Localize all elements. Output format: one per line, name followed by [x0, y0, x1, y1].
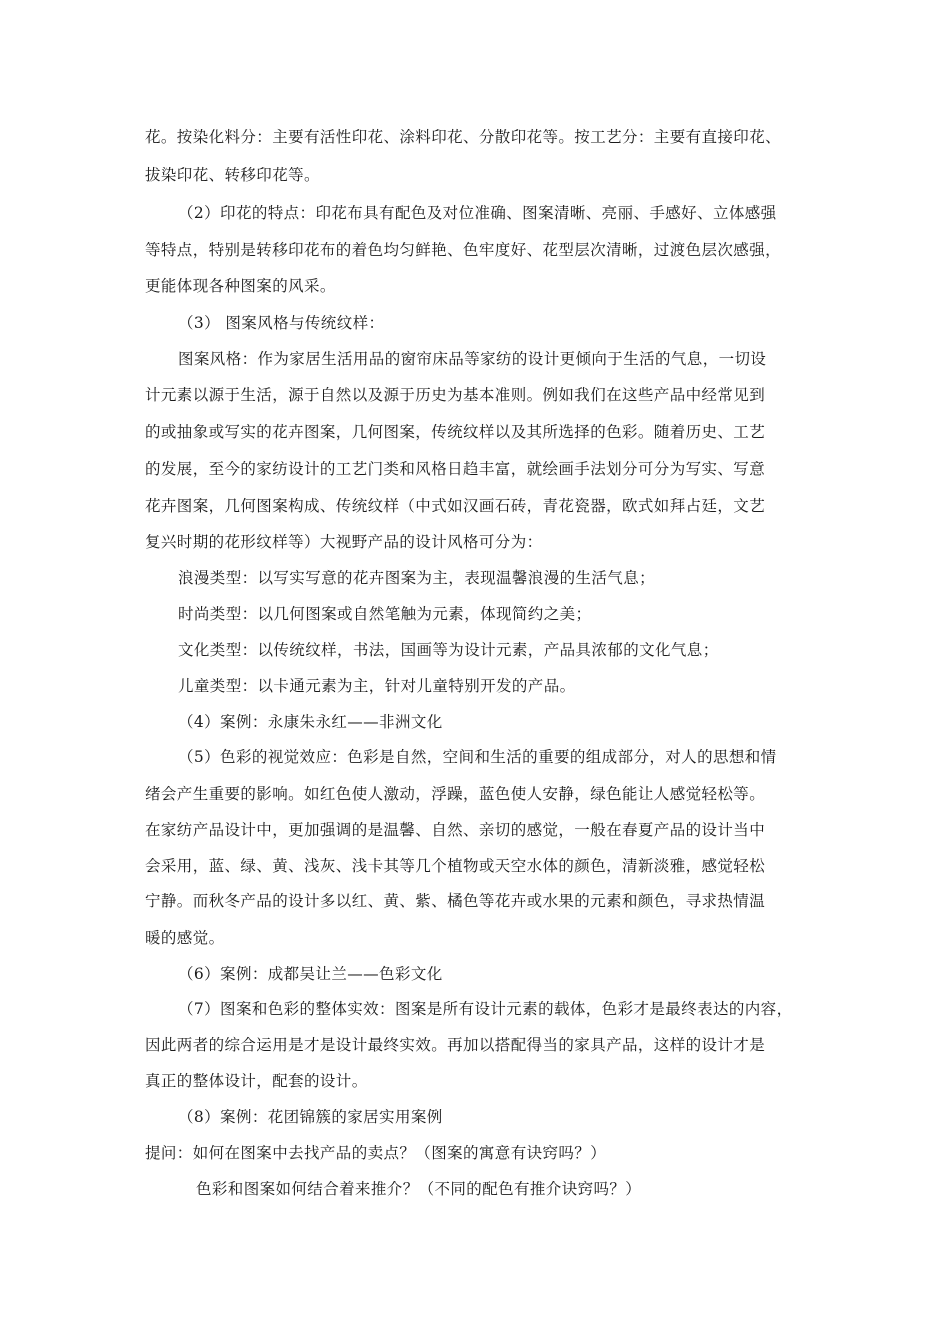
text-line: 的或抽象或写实的花卉图案，几何图案，传统纹样以及其所选择的色彩。随着历史、工艺 [145, 423, 766, 441]
list-item: 时尚类型：以几何图案或自然笔触为元素，体现简约之美； [178, 605, 592, 623]
text-line: （2）印花的特点：印花布具有配色及对位准确、图案清晰、亮丽、手感好、立体感强 [178, 204, 777, 222]
list-item: 儿童类型：以卡通元素为主，针对儿童特别开发的产品。 [178, 677, 576, 695]
text-line: （7）图案和色彩的整体实效：图案是所有设计元素的载体，色彩才是最终表达的内容， [178, 1000, 793, 1018]
text-line: 等特点，特别是转移印花布的着色均匀鲜艳、色牢度好、花型层次清晰，过渡色层次感强， [145, 241, 782, 259]
text-line: 暖的感觉。 [145, 929, 225, 947]
question-line: 提问：如何在图案中去找产品的卖点？（图案的寓意有诀窍吗？） [145, 1144, 607, 1162]
text-line: 拔染印花、转移印花等。 [145, 166, 320, 184]
text-line: 在家纺产品设计中，更加强调的是温馨、自然、亲切的感觉，一般在春夏产品的设计当中 [145, 821, 766, 839]
text-line: （5）色彩的视觉效应：色彩是自然，空间和生活的重要的组成部分，对人的思想和情 [178, 748, 777, 766]
text-line: 会采用，蓝、绿、黄、浅灰、浅卡其等几个植物或天空水体的颜色，清新淡雅，感觉轻松 [145, 857, 766, 875]
section-heading: （6）案例：成都吴让兰——色彩文化 [178, 965, 443, 983]
text-line: 复兴时期的花形纹样等）大视野产品的设计风格可分为： [145, 533, 543, 551]
text-line: 花。按染化料分：主要有活性印花、涂料印花、分散印花等。按工艺分：主要有直接印花、 [145, 128, 782, 146]
text-line: 因此两者的综合运用是才是设计最终实效。再加以搭配得当的家具产品，这样的设计才是 [145, 1036, 766, 1054]
text-line: 计元素以源于生活，源于自然以及源于历史为基本准则。例如我们在这些产品中经常见到 [145, 386, 766, 404]
list-item: 文化类型：以传统纹样，书法，国画等为设计元素，产品具浓郁的文化气息； [178, 641, 719, 659]
text-line: 花卉图案，几何图案构成、传统纹样（中式如汉画石砖，青花瓷器，欧式如拜占廷，文艺 [145, 497, 766, 515]
section-heading: （3） 图案风格与传统纹样： [178, 314, 385, 332]
section-heading: （8）案例：花团锦簇的家居实用案例 [178, 1108, 443, 1126]
text-line: 真正的整体设计，配套的设计。 [145, 1072, 368, 1090]
section-heading: （4）案例：永康朱永红——非洲文化 [178, 713, 443, 731]
text-line: 绪会产生重要的影响。如红色使人激动，浮躁，蓝色使人安静，绿色能让人感觉轻松等。 [145, 785, 766, 803]
text-line: 的发展，至今的家纺设计的工艺门类和风格日趋丰富，就绘画手法划分可分为写实、写意 [145, 460, 766, 478]
text-line: 宁静。而秋冬产品的设计多以红、黄、紫、橘色等花卉或水果的元素和颜色，寻求热情温 [145, 892, 766, 910]
text-line: 更能体现各种图案的风采。 [145, 277, 336, 295]
question-line: 色彩和图案如何结合着来推介？（不同的配色有推介诀窍吗？） [196, 1180, 642, 1198]
text-line: 图案风格：作为家居生活用品的窗帘床品等家纺的设计更倾向于生活的气息，一切设 [178, 350, 767, 368]
list-item: 浪漫类型：以写实写意的花卉图案为主，表现温馨浪漫的生活气息； [178, 569, 656, 587]
